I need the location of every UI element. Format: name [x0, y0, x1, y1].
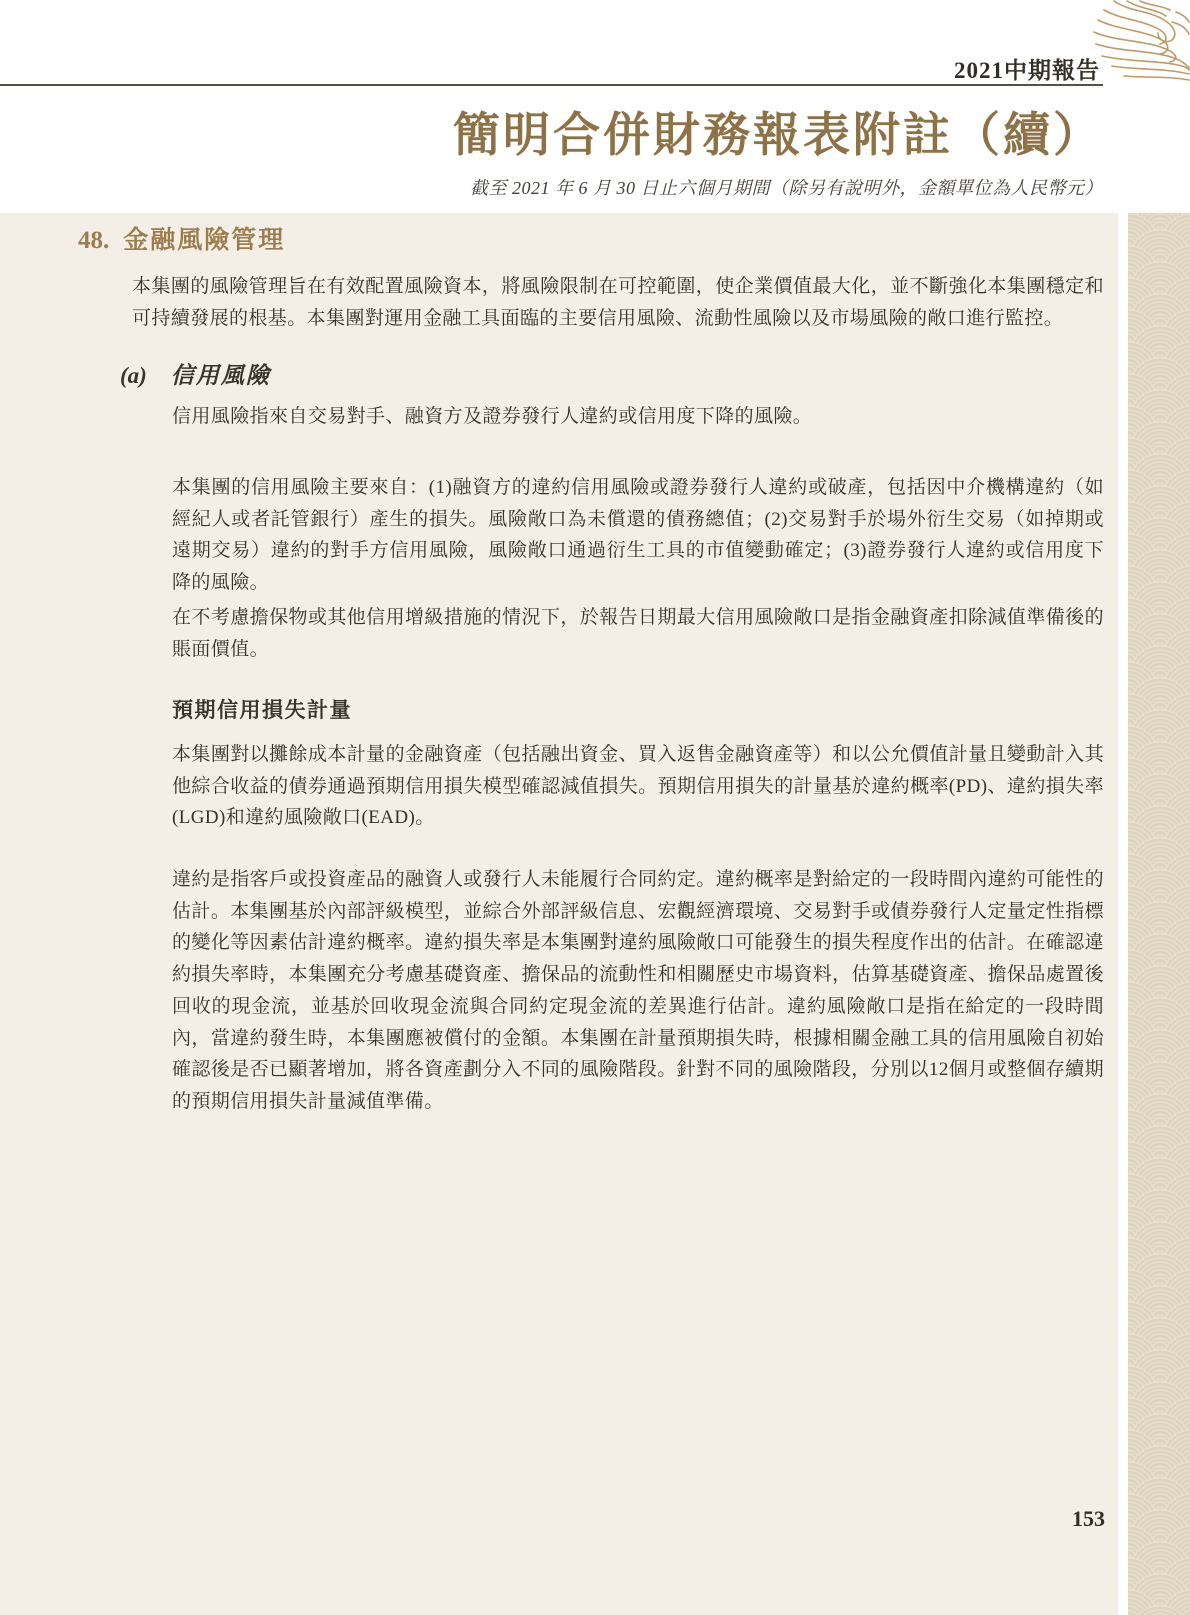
ecl-paragraph-2: 違約是指客戶或投資產品的融資人或發行人未能履行合同約定。違約概率是對給定的一段時間內違約可能性的估計。本集團基於內部評級模型，並綜合外部評級信息、宏觀經濟環境、交易對手或債券發行人定量定性指標的變化等因素估計違約概率。違約損失率是本集團對違約風險敞口可能發生的損失程度作出的估計。在確認違約損失率時，本集團充分考慮基礎資產、擔保品的流動性和相關歷史市場資料，估算基礎資產、擔保品處置後回收的現金流，並基於回收現金流與合同約定現金流的差異進行估計。違約風險敞口是指在給定的一段時間內，當違約發生時，本集團應被償付的金額。本集團在計量預期損失時，根據相關金融工具的信用風險自初始確認後是否已顯著增加，將各資產劃分入不同的風險階段。針對不同的風險階段，分別以12個月或整個存續期的預期信用損失計量減值準備。: [172, 869, 1104, 1112]
section-heading-text: 金融風險管理: [123, 227, 286, 254]
section-number: 48.: [78, 227, 110, 254]
subsection-a-label: (a): [120, 363, 147, 388]
ecl-paragraph-1: 本集團對以攤餘成本計量的金融資產（包括融出資金、買入返售金融資產等）和以公允價值計量且變動計入其他綜合收益的債券通過預期信用損失模型確認減值損失。預期信用損失的計量基於違約概率(PD)、違約損失率(LGD)和違約風險敞口(EAD)。: [172, 744, 1104, 829]
header-divider: [0, 84, 1103, 86]
page-number: 153: [1072, 1506, 1105, 1531]
page-subtitle: 截至 2021 年 6 月 30 日止六個月期間（除另有說明外，金額單位為人民幣元）: [470, 178, 1103, 198]
section-48-heading: [78, 220, 285, 256]
ecl-measurement-heading: 預期信用損失計量: [172, 698, 352, 722]
section-48-intro-paragraph: 本集團的風險管理旨在有效配置風險資本，將風險限制在可控範圍，使企業價值最大化，並不斷強化本集團穩定和可持續發展的根基。本集團對運用金融工具面臨的主要信用風險、流動性風險以及市場風險的敞口進行監控。: [132, 276, 1104, 329]
report-title-label: 2021中期報告: [954, 58, 1100, 83]
page-title: 簡明合併財務報表附註（續）: [453, 110, 1103, 162]
subsection-a-heading: [120, 357, 271, 390]
credit-risk-paragraph-2: 本集團的信用風險主要來自：(1)融資方的違約信用風險或證券發行人違約或破產，包括因中介機構違約（如經紀人或者託管銀行）產生的損失。風險敞口為未償還的債務總值；(2)交易對手於場外衍生交易（如掉期或遠期交易）違約的對手方信用風險，風險敞口通過衍生工具的市值變動確定；(3)證券發行人違約或信用度下降的風險。: [172, 477, 1104, 594]
credit-risk-paragraph-3: 在不考慮擔保物或其他信用增級措施的情況下，於報告日期最大信用風險敞口是指金融資產扣除減值準備後的賬面價值。: [172, 607, 1104, 660]
seigaiha-wave-pattern: [1128, 213, 1190, 1615]
credit-risk-paragraph-1: 信用風險指來自交易對手、融資方及證券發行人違約或信用度下降的風險。: [172, 406, 813, 427]
subsection-a-heading-text: 信用風險: [170, 363, 271, 388]
